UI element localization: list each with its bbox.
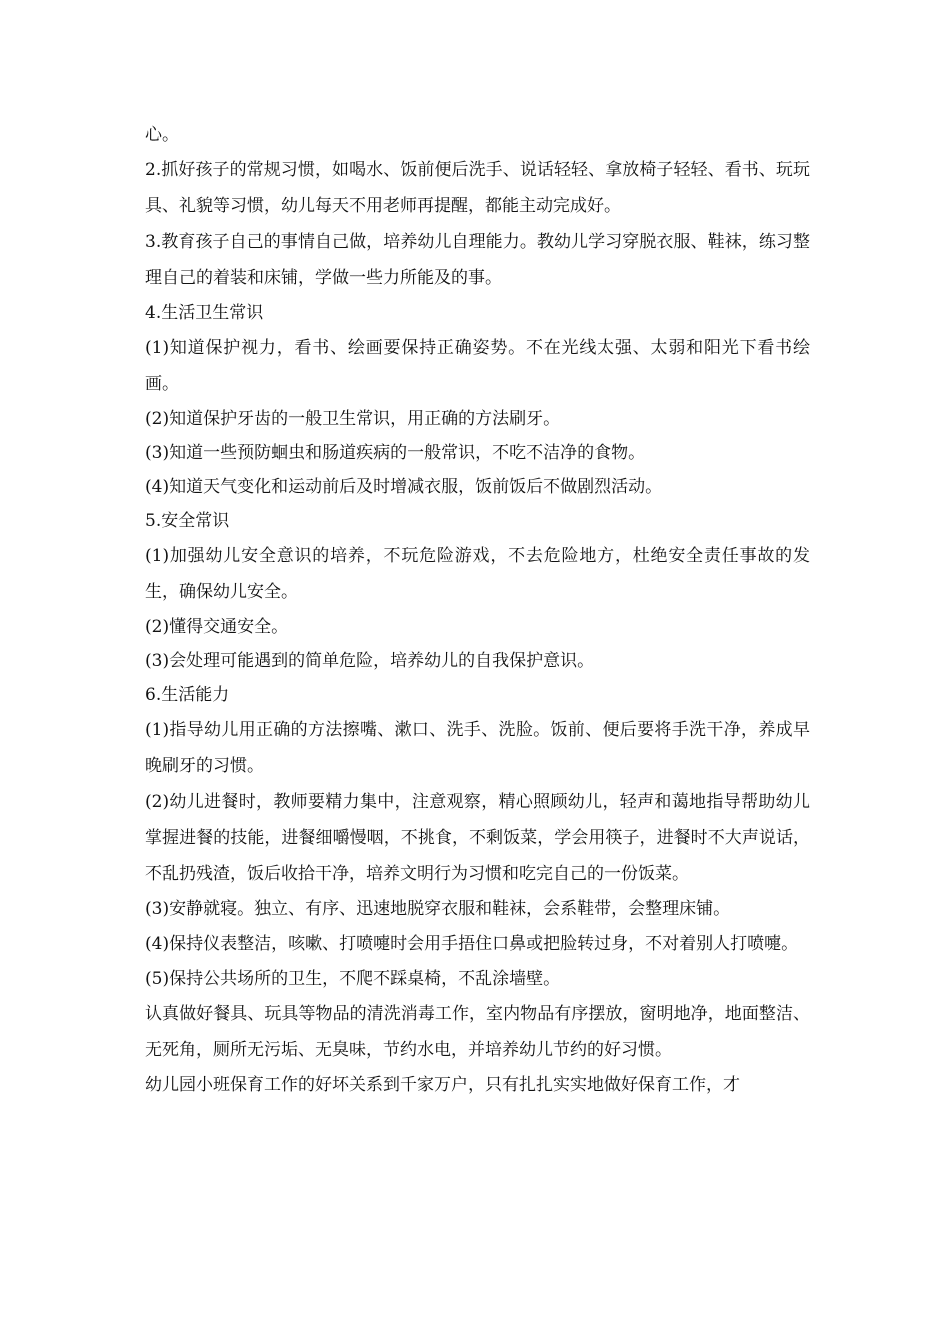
paragraph-continuation: 心。 bbox=[145, 125, 179, 145]
section-heading-safety: 5.安全常识 bbox=[145, 511, 230, 531]
paragraph-hygiene-2: (2)知道保护牙齿的一般卫生常识，用正确的方法刷牙。 bbox=[145, 409, 561, 429]
paragraph-hygiene-4: (4)知道天气变化和运动前后及时增减衣服，饭前饭后不做剧烈活动。 bbox=[145, 477, 663, 497]
paragraph-life-skills-1: (1)指导幼儿用正确的方法擦嘴、漱口、洗手、洗脸。饭前、便后要将手洗干净，养成早晚刷牙的习惯。 bbox=[145, 720, 810, 776]
paragraph-safety-3: (3)会处理可能遇到的简单危险，培养幼儿的自我保护意识。 bbox=[145, 651, 595, 671]
paragraph-item-2: 2.抓好孩子的常规习惯，如喝水、饭前便后洗手、说话轻轻、拿放椅子轻轻、看书、玩玩具、礼貌等习惯，幼儿每天不用老师再提醒，都能主动完成好。 bbox=[145, 160, 810, 216]
paragraph-life-skills-5: (5)保持公共场所的卫生，不爬不踩桌椅，不乱涂墙壁。 bbox=[145, 969, 561, 989]
paragraph-life-skills-3: (3)安静就寝。独立、有序、迅速地脱穿衣服和鞋袜，会系鞋带，会整理床铺。 bbox=[145, 899, 731, 919]
section-heading-life-skills: 6.生活能力 bbox=[145, 685, 230, 705]
paragraph-safety-2: (2)懂得交通安全。 bbox=[145, 617, 289, 637]
paragraph-cleaning: 认真做好餐具、玩具等物品的清洗消毒工作，室内物品有序摆放，窗明地净，地面整洁、无死角，厕所无污垢、无臭味，节约水电，并培养幼儿节约的好习惯。 bbox=[145, 1004, 810, 1060]
document-body bbox=[145, 118, 810, 1102]
paragraph-life-skills-4: (4)保持仪表整洁，咳嗽、打喷嚏时会用手捂住口鼻或把脸转过身，不对着别人打喷嚏。 bbox=[145, 934, 799, 954]
paragraph-closing: 幼儿园小班保育工作的好坏关系到千家万户，只有扎扎实实地做好保育工作，才 bbox=[145, 1075, 740, 1095]
section-heading-hygiene: 4.生活卫生常识 bbox=[145, 303, 264, 323]
paragraph-hygiene-3: (3)知道一些预防蛔虫和肠道疾病的一般常识，不吃不洁净的食物。 bbox=[145, 443, 646, 463]
paragraph-hygiene-1: (1)知道保护视力，看书、绘画要保持正确姿势。不在光线太强、太弱和阳光下看书绘画。 bbox=[145, 338, 810, 394]
paragraph-life-skills-2: (2)幼儿进餐时，教师要精力集中，注意观察，精心照顾幼儿，轻声和蔼地指导帮助幼儿掌握进餐的技能，进餐细嚼慢咽，不挑食，不剩饭菜，学会用筷子，进餐时不大声说话，不乱扔残渣，饭后收拾干净，培养文明行为习惯和吃完自己的一份饭菜。 bbox=[145, 792, 810, 884]
paragraph-safety-1: (1)加强幼儿安全意识的培养，不玩危险游戏，不去危险地方，杜绝安全责任事故的发生，确保幼儿安全。 bbox=[145, 546, 810, 602]
paragraph-item-3: 3.教育孩子自己的事情自己做，培养幼儿自理能力。教幼儿学习穿脱衣服、鞋袜，练习整理自己的着装和床铺，学做一些力所能及的事。 bbox=[145, 232, 810, 288]
